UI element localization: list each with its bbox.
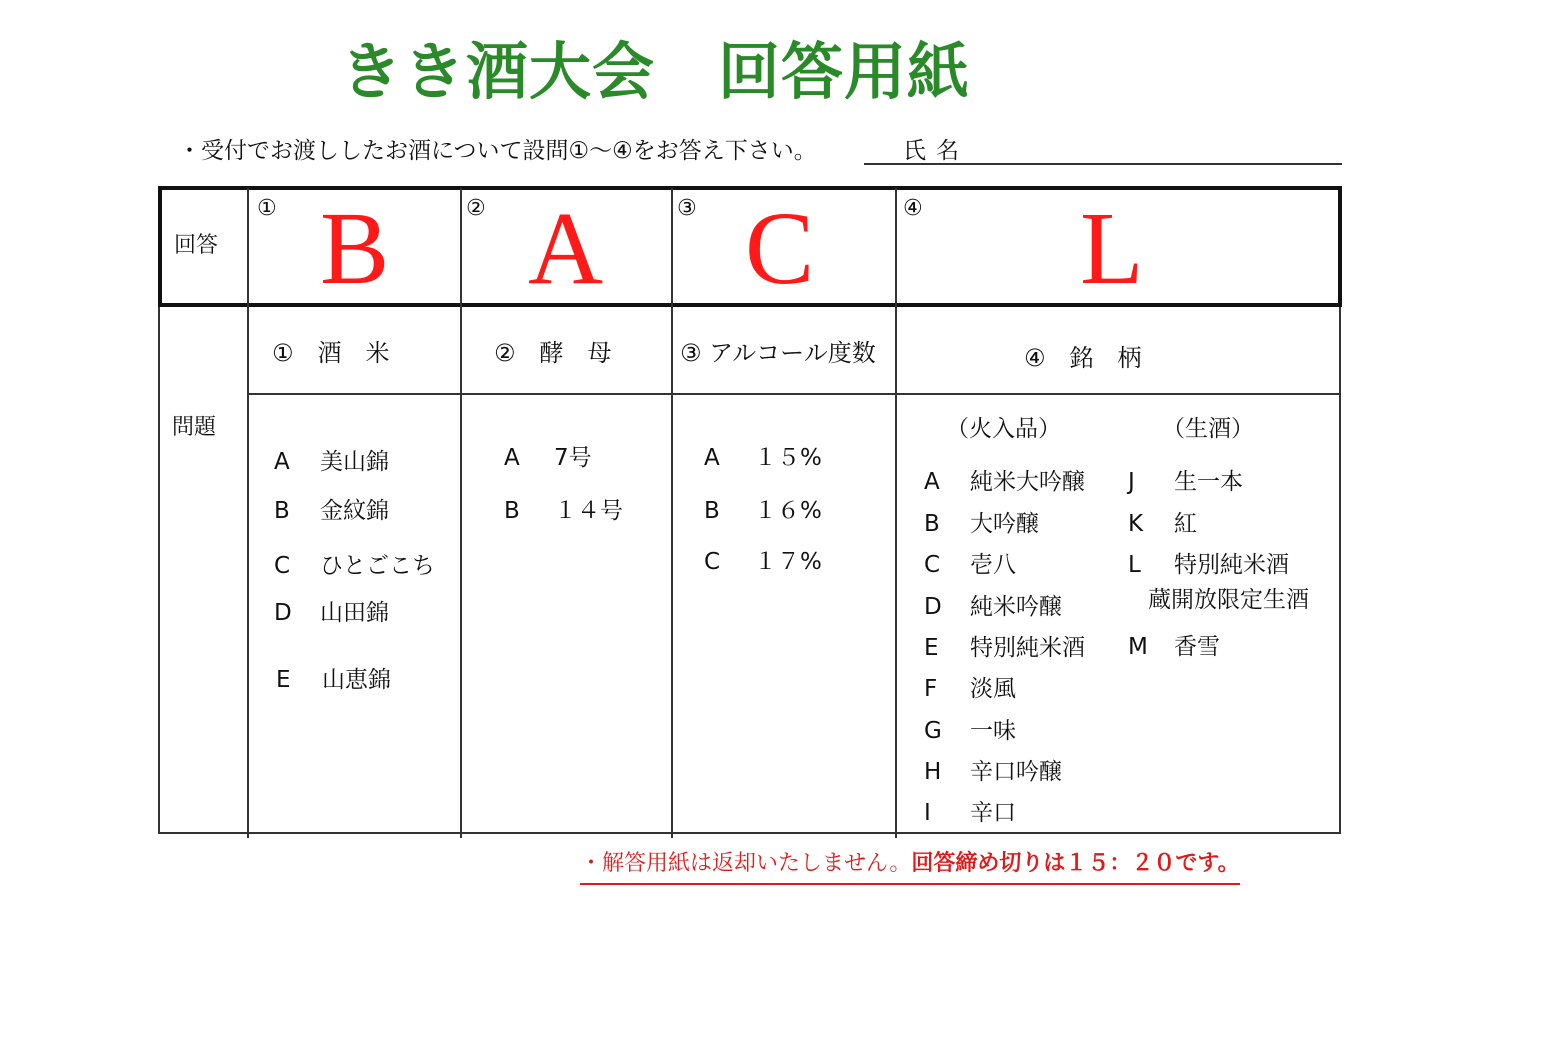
option-letter: I — [924, 800, 931, 826]
column-divider — [247, 188, 249, 838]
option-letter: H — [924, 759, 942, 785]
option-text: 金紋錦 — [320, 498, 389, 524]
row-divider — [247, 393, 1341, 395]
column-divider — [895, 188, 897, 838]
q4-option-h — [924, 753, 1062, 786]
q1-option-a — [274, 443, 389, 476]
q4-option-e — [924, 629, 1085, 662]
q1-option-b — [274, 492, 389, 525]
answer-2-value[interactable]: A — [528, 191, 604, 306]
option-text: 辛口吟醸 — [970, 759, 1062, 785]
question-1-heading: ① 酒 米 — [272, 339, 390, 367]
q4-option-a — [924, 463, 1085, 496]
option-text: １４号 — [554, 498, 623, 524]
footer-note-normal: ・解答用紙は返却いたしません。 — [580, 851, 912, 876]
option-text: 生一本 — [1174, 469, 1243, 495]
option-letter: B — [924, 511, 940, 537]
option-letter: K — [1128, 511, 1144, 537]
option-letter: J — [1128, 469, 1135, 495]
option-text: 特別純米酒 — [1174, 552, 1289, 578]
option-letter: D — [924, 594, 942, 620]
q3-option-c — [704, 543, 822, 576]
answer-3-value[interactable]: C — [745, 191, 815, 306]
option-letter: M — [1128, 634, 1148, 660]
q4-option-c — [924, 546, 1016, 579]
footer-note-bold: 回答締め切りは１５：２０です。 — [911, 851, 1240, 876]
option-letter: D — [274, 600, 292, 626]
option-text: 純米大吟醸 — [970, 469, 1085, 495]
option-text: 辛口 — [970, 800, 1016, 826]
option-letter: B — [704, 498, 720, 524]
option-letter: B — [504, 498, 520, 524]
q2-option-a — [504, 439, 592, 472]
q4-option-d — [924, 588, 1062, 621]
option-letter: L — [1128, 552, 1141, 578]
q4-option-m — [1128, 628, 1220, 661]
q1-option-c — [274, 547, 435, 580]
instruction-text: ・受付でお渡ししたお酒について設問①～④をお答え下さい。 — [178, 138, 817, 164]
option-letter: A — [924, 469, 940, 495]
option-text: 純米吟醸 — [970, 594, 1062, 620]
option-text: 紅 — [1174, 511, 1197, 537]
question-3-heading: ③ アルコール度数 — [680, 339, 876, 367]
answer-2-number: ② — [466, 196, 486, 221]
q4-option-l-subtitle: 蔵開放限定生酒 — [1148, 587, 1309, 613]
option-text: ひとごこち — [320, 553, 435, 579]
column-divider — [671, 188, 673, 838]
q4-option-i — [924, 794, 1016, 827]
answer-4-value[interactable]: L — [1080, 191, 1144, 306]
option-text: 大吟醸 — [970, 511, 1039, 537]
column-divider — [460, 188, 462, 838]
answer-3-number: ③ — [677, 196, 697, 221]
option-text: 淡風 — [970, 676, 1016, 702]
q1-option-e — [276, 661, 391, 694]
q3-option-a — [704, 439, 822, 472]
option-letter: E — [276, 667, 291, 693]
q2-option-b — [504, 492, 623, 525]
option-letter: F — [924, 676, 938, 702]
option-letter: G — [924, 718, 942, 744]
q4-option-j — [1128, 463, 1243, 496]
option-text: 山田錦 — [320, 600, 389, 626]
option-letter: E — [924, 635, 939, 661]
name-input-line[interactable] — [864, 163, 1342, 165]
page-title: きき酒大会 回答用紙 — [340, 35, 971, 108]
option-text: 一味 — [970, 718, 1016, 744]
footer-note — [580, 846, 1240, 885]
option-letter: A — [504, 445, 520, 471]
option-text: １５% — [754, 445, 822, 471]
option-text: 美山錦 — [320, 449, 389, 475]
q4-option-l — [1128, 546, 1289, 579]
option-letter: B — [274, 498, 290, 524]
option-letter: A — [704, 445, 720, 471]
q3-option-b — [704, 492, 822, 525]
answer-4-number: ④ — [903, 196, 923, 221]
q4-pasteurized-heading: （火入品） — [946, 416, 1061, 442]
answer-1-value[interactable]: B — [320, 191, 390, 306]
name-label: 氏名 — [903, 138, 969, 164]
q4-raw-heading: （生酒） — [1162, 416, 1254, 442]
option-letter: C — [924, 552, 941, 578]
q1-option-d — [274, 594, 389, 627]
question-4-heading: ④ 銘 柄 — [1024, 344, 1142, 372]
option-text: 7号 — [554, 445, 592, 471]
answer-1-number: ① — [257, 196, 277, 221]
option-text: 山恵錦 — [322, 667, 391, 693]
option-letter: C — [704, 549, 721, 575]
option-text: 香雪 — [1174, 634, 1220, 660]
q4-option-k — [1128, 505, 1197, 538]
option-text: 壱八 — [970, 552, 1016, 578]
question-row-label: 問題 — [172, 415, 217, 440]
q4-option-b — [924, 505, 1039, 538]
answer-row-label: 回答 — [174, 233, 219, 258]
option-text: 特別純米酒 — [970, 635, 1085, 661]
q4-option-f — [924, 670, 1016, 703]
option-letter: A — [274, 449, 290, 475]
question-2-heading: ② 酵 母 — [494, 339, 612, 367]
option-text: １６% — [754, 498, 822, 524]
q4-option-g — [924, 712, 1016, 745]
option-letter: C — [274, 553, 291, 579]
option-text: １７% — [754, 549, 822, 575]
